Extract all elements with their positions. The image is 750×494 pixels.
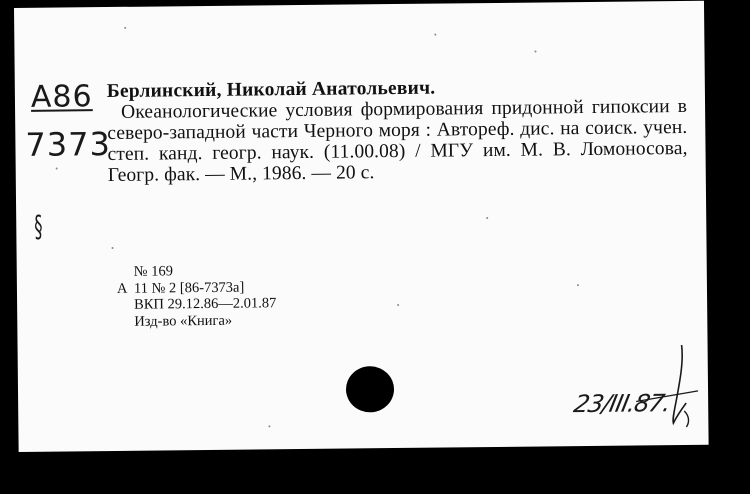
dust-speck <box>577 284 579 286</box>
card-series: 11 № 2 [86-7373а] <box>133 279 245 297</box>
card-metadata <box>117 262 277 330</box>
dust-speck <box>124 27 126 29</box>
dust-speck <box>486 217 488 219</box>
bibliographic-record <box>107 75 688 186</box>
dust-speck <box>397 304 399 306</box>
punch-hole <box>346 366 394 413</box>
vkp-dates: ВКП 29.12.86—2.01.87 <box>134 295 277 313</box>
handwritten-mark: § <box>34 209 43 245</box>
catalog-card <box>14 1 709 452</box>
shelf-mark-top: А86 <box>30 79 93 115</box>
publisher: Изд-во «Книга» <box>134 312 233 330</box>
handwritten-date: 23/III.87. <box>571 389 673 419</box>
dust-speck <box>268 425 270 427</box>
record-description: Океанологические условия формирования придонной гипоксии в северо-западной части Черного моря : Автореф. дис. на соиск. учен. степ. канд. геогр. наук. (11.00.08) / МГУ им. М. В. Ломоносова, Геогр. фак. — М., 1986. — 20 с. <box>107 95 688 187</box>
signature-mark <box>628 341 709 432</box>
author-heading: Берлинский, Николай Анатольевич. <box>106 77 436 103</box>
shelf-mark-bottom: 7373 <box>25 124 112 164</box>
dust-speck <box>434 34 436 36</box>
card-number: № 169 <box>133 263 174 280</box>
dust-speck <box>534 51 536 53</box>
dust-speck <box>112 247 114 249</box>
dust-speck <box>56 168 58 170</box>
card-prefix: А <box>116 280 128 297</box>
